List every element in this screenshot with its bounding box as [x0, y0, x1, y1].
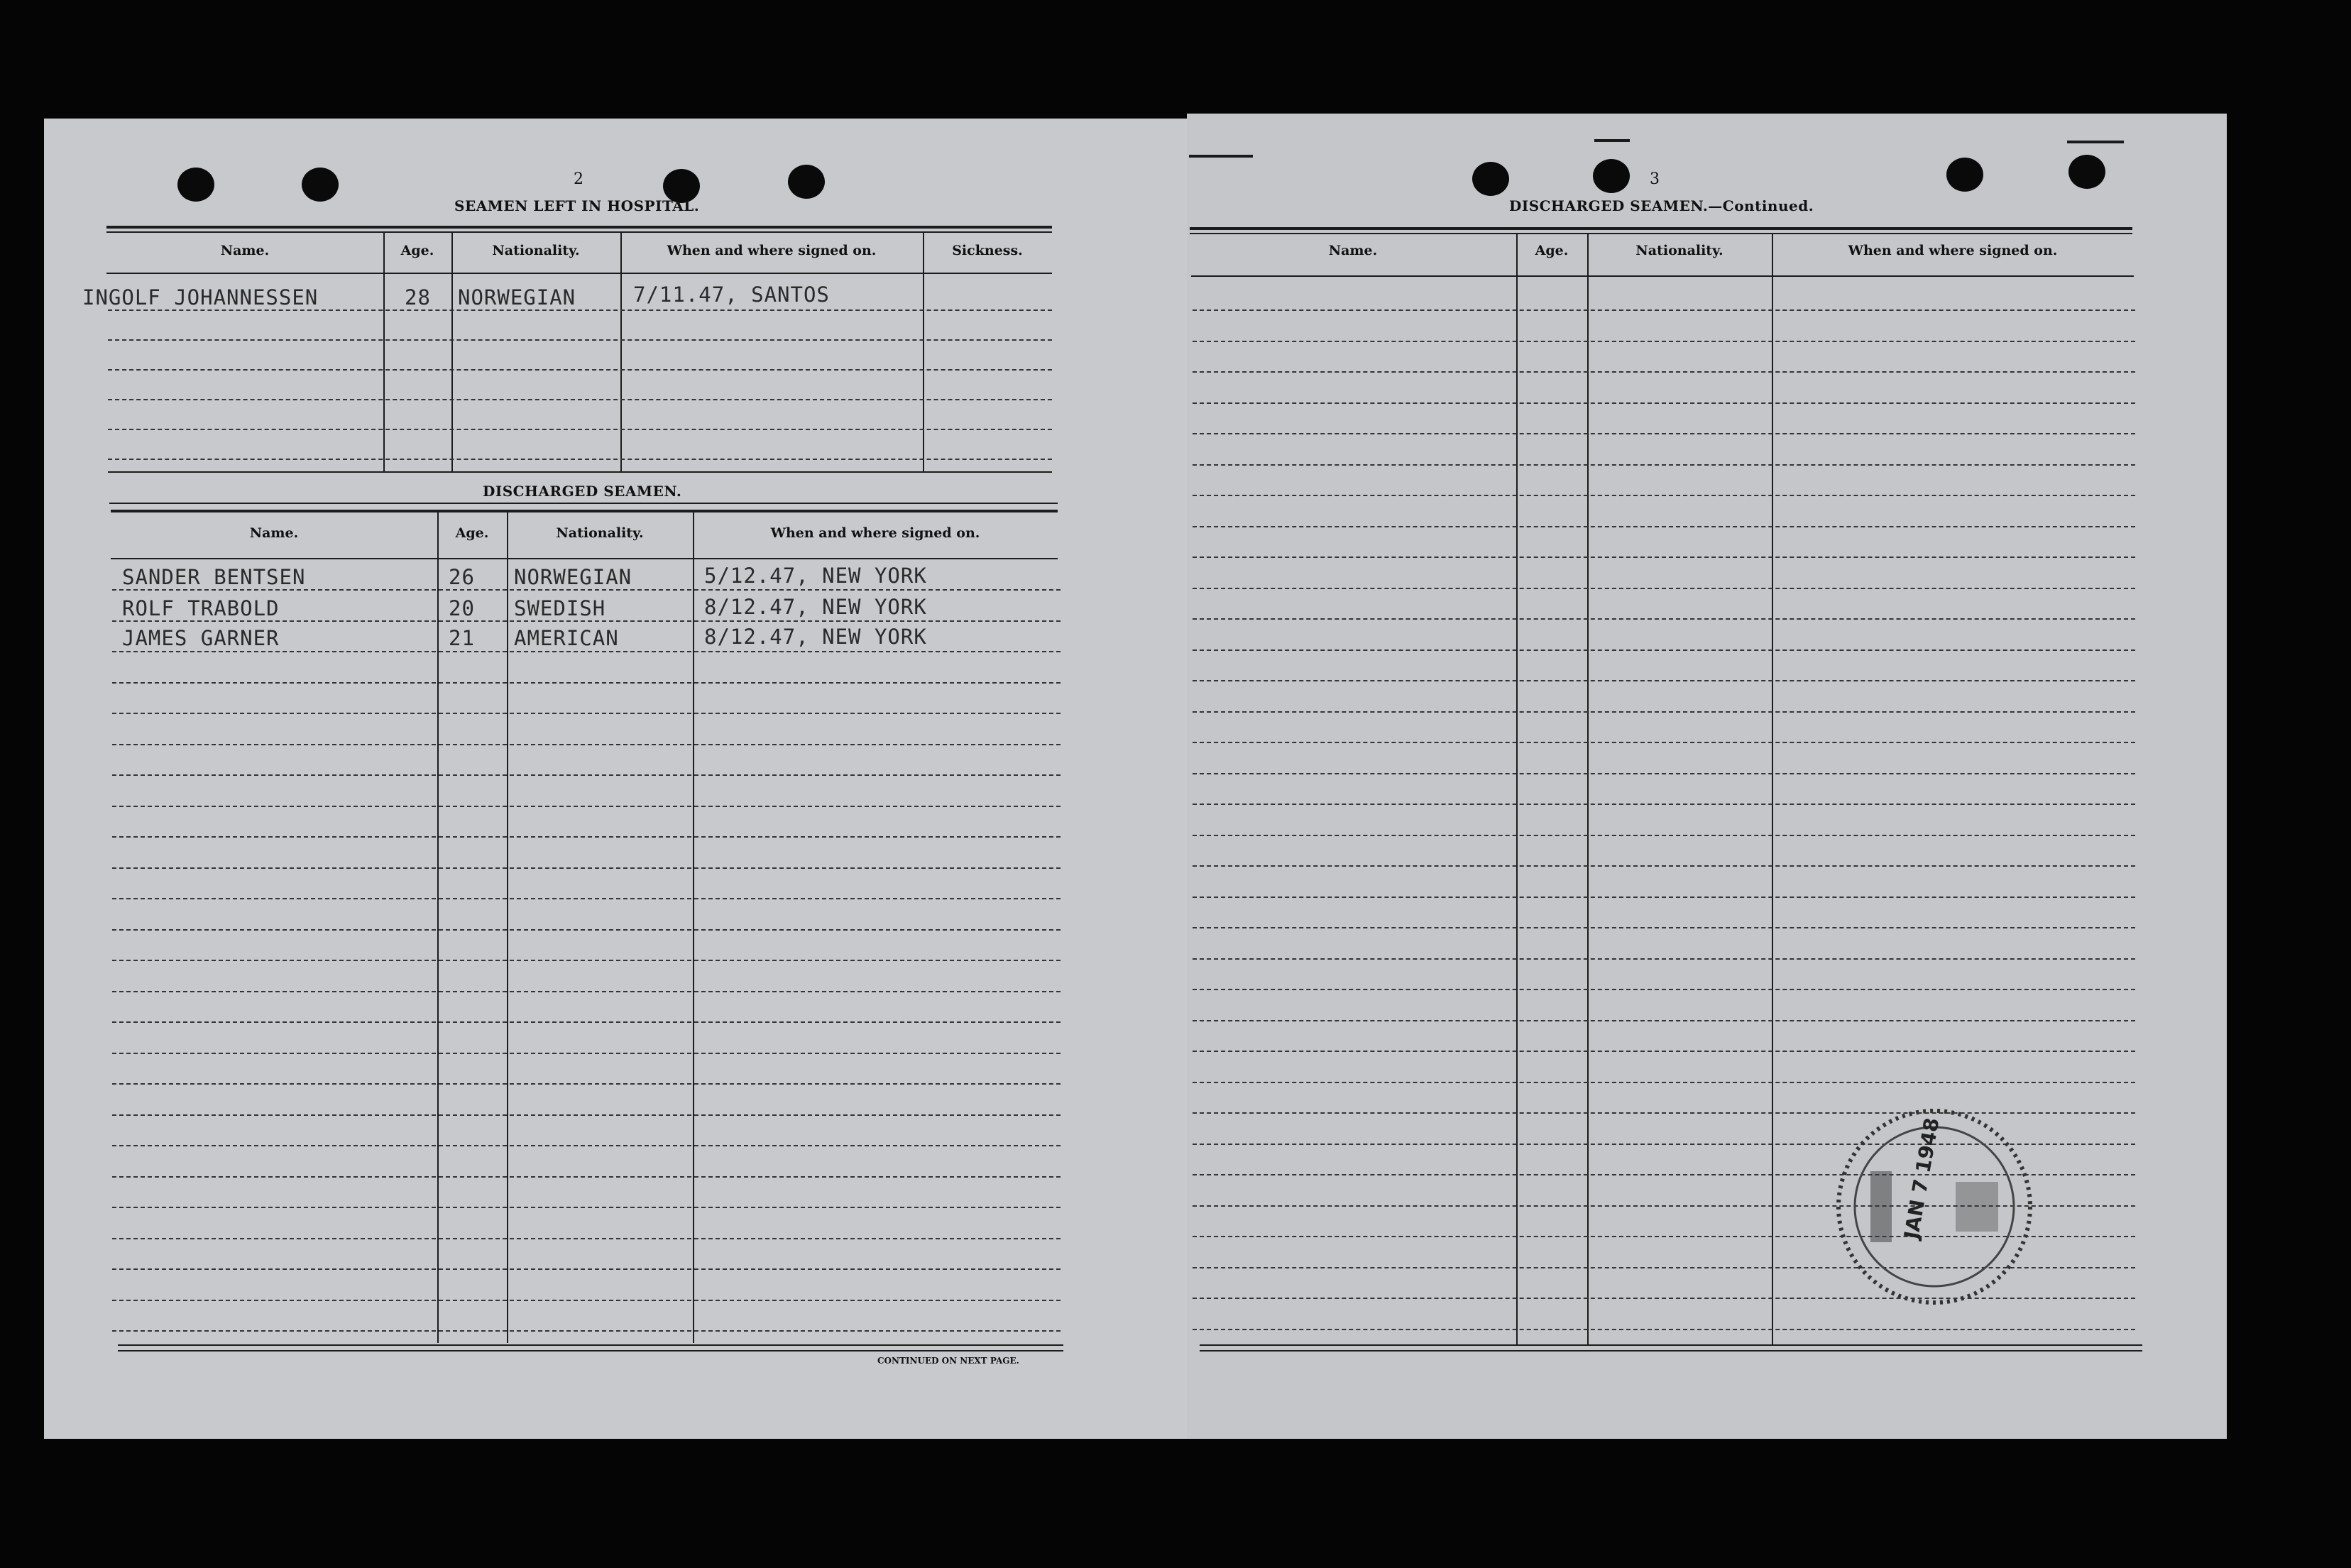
row-rule: [1193, 1020, 2135, 1021]
table-rule: [1190, 233, 2132, 234]
punch-hole: [177, 168, 214, 202]
row-rule: [1193, 649, 2135, 651]
page-number: 2: [574, 170, 583, 188]
table-rule: [106, 231, 1052, 233]
seaman-nationality: NORWEGIAN: [458, 285, 576, 309]
row-rule: [112, 1207, 1061, 1208]
column-rule: [923, 231, 924, 471]
seaman-signed-on: 8/12.47, NEW YORK: [704, 625, 927, 649]
row-rule: [1193, 897, 2135, 898]
seaman-name: SANDER BENTSEN: [122, 565, 306, 589]
seaman-nationality: SWEDISH: [514, 596, 606, 620]
column-rule: [693, 512, 694, 1343]
table-rule: [111, 558, 1058, 559]
row-rule: [112, 867, 1061, 869]
row-rule: [112, 960, 1061, 961]
row-rule: [112, 651, 1061, 652]
seaman-name: JAMES GARNER: [122, 626, 280, 650]
column-rule: [507, 512, 508, 1343]
seaman-signed-on: 5/12.47, NEW YORK: [704, 564, 927, 588]
row-rule: [1193, 309, 2135, 311]
row-rule: [112, 744, 1061, 745]
seaman-name: ROLF TRABOLD: [122, 596, 280, 620]
seaman-name: INGOLF JOHANNESSEN: [82, 285, 319, 309]
row-rule: [108, 429, 1052, 430]
column-header: Sickness.: [952, 243, 1023, 258]
row-rule: [112, 1238, 1061, 1239]
column-header: Name.: [249, 525, 299, 541]
row-rule: [1193, 835, 2135, 836]
row-rule: [1193, 402, 2135, 404]
row-rule: [1193, 680, 2135, 681]
row-rule: [112, 1300, 1061, 1301]
table-rule: [1200, 1344, 2142, 1346]
row-rule: [1193, 526, 2135, 527]
seaman-age: 21: [449, 626, 475, 650]
column-header: Name.: [1328, 243, 1378, 258]
row-rule: [112, 898, 1061, 899]
row-rule: [1193, 1082, 2135, 1083]
row-rule: [108, 369, 1052, 371]
table-rule: [106, 273, 1052, 274]
row-rule: [1193, 618, 2135, 620]
column-header: When and where signed on.: [667, 243, 877, 258]
row-rule: [112, 836, 1061, 838]
row-rule: [112, 774, 1061, 776]
punch-hole: [1593, 159, 1630, 193]
row-rule: [112, 589, 1061, 591]
discharged-continued-title: DISCHARGED SEAMEN.—Continued.: [1509, 197, 1814, 214]
column-rule: [1772, 233, 1773, 1344]
binding-mark: [2067, 141, 2124, 143]
column-rule: [451, 231, 453, 471]
column-header: Age.: [1535, 243, 1569, 258]
row-rule: [1193, 742, 2135, 743]
row-rule: [108, 309, 1052, 311]
table-rule: [111, 510, 1058, 512]
table-rule: [1191, 275, 2134, 277]
row-rule: [1193, 927, 2135, 928]
row-rule: [1193, 989, 2135, 990]
row-rule: [108, 399, 1052, 400]
row-rule: [112, 806, 1061, 807]
seaman-age: 20: [449, 596, 475, 620]
punch-hole: [302, 168, 339, 202]
seaman-nationality: NORWEGIAN: [514, 565, 632, 589]
column-rule: [1587, 233, 1589, 1344]
row-rule: [112, 1176, 1061, 1178]
column-rule: [383, 231, 385, 471]
hospital-section-title: SEAMEN LEFT IN HOSPITAL.: [454, 197, 700, 214]
row-rule: [112, 1330, 1061, 1332]
row-rule: [112, 1083, 1061, 1085]
row-rule: [1193, 433, 2135, 434]
column-header: Name.: [220, 243, 270, 258]
row-rule: [112, 1114, 1061, 1116]
discharged-section-title: DISCHARGED SEAMEN.: [483, 483, 682, 500]
table-rule: [118, 1344, 1063, 1346]
left-page: [44, 119, 1194, 1439]
column-header: Nationality.: [1635, 243, 1723, 258]
row-rule: [112, 991, 1061, 992]
column-header: Nationality.: [492, 243, 580, 258]
row-rule: [1193, 341, 2135, 342]
page-number: 3: [1650, 170, 1660, 188]
row-rule: [112, 1268, 1061, 1270]
row-rule: [1193, 464, 2135, 466]
punch-hole: [2068, 155, 2105, 189]
binding-mark: [1189, 155, 1253, 158]
row-rule: [1193, 711, 2135, 713]
row-rule: [108, 339, 1052, 341]
punch-hole: [1472, 162, 1509, 196]
column-rule: [1516, 233, 1518, 1344]
row-rule: [1193, 371, 2135, 373]
row-rule: [1193, 588, 2135, 589]
row-rule: [112, 713, 1061, 714]
column-header: Age.: [400, 243, 434, 258]
right-page: [1187, 114, 2227, 1439]
column-rule: [620, 231, 622, 471]
stamp-date: JAN 7 1948: [1899, 1116, 1944, 1241]
column-header: Nationality.: [556, 525, 644, 541]
column-header: Age.: [455, 525, 489, 541]
binding-mark: [1594, 139, 1630, 142]
seaman-signed-on: 8/12.47, NEW YORK: [704, 595, 927, 619]
row-rule: [112, 929, 1061, 931]
column-header: When and where signed on.: [1848, 243, 2058, 258]
column-header: When and where signed on.: [770, 525, 980, 541]
row-rule: [1193, 773, 2135, 774]
row-rule: [112, 1021, 1061, 1023]
row-rule: [112, 1145, 1061, 1146]
row-rule: [112, 682, 1061, 684]
punch-hole: [1946, 158, 1983, 192]
row-rule: [1193, 495, 2135, 496]
date-stamp: [1828, 1104, 2041, 1310]
row-rule: [1193, 557, 2135, 558]
table-rule: [109, 503, 1058, 504]
seaman-nationality: AMERICAN: [514, 626, 619, 650]
table-rule: [1200, 1350, 2142, 1352]
table-rule: [1190, 227, 2132, 230]
table-rule: [106, 226, 1052, 229]
row-rule: [1193, 1329, 2135, 1330]
column-rule: [437, 512, 439, 1343]
seaman-age: 28: [405, 285, 431, 309]
punch-hole: [788, 165, 825, 199]
row-rule: [108, 459, 1052, 460]
continued-note: CONTINUED ON NEXT PAGE.: [877, 1356, 1019, 1366]
row-rule: [1193, 958, 2135, 960]
seaman-signed-on: 7/11.47, SANTOS: [633, 283, 830, 307]
table-rule: [108, 471, 1052, 473]
row-rule: [1193, 865, 2135, 867]
row-rule: [1193, 1051, 2135, 1052]
row-rule: [112, 1053, 1061, 1054]
seaman-age: 26: [449, 565, 475, 589]
table-rule: [118, 1350, 1063, 1352]
row-rule: [1193, 804, 2135, 805]
